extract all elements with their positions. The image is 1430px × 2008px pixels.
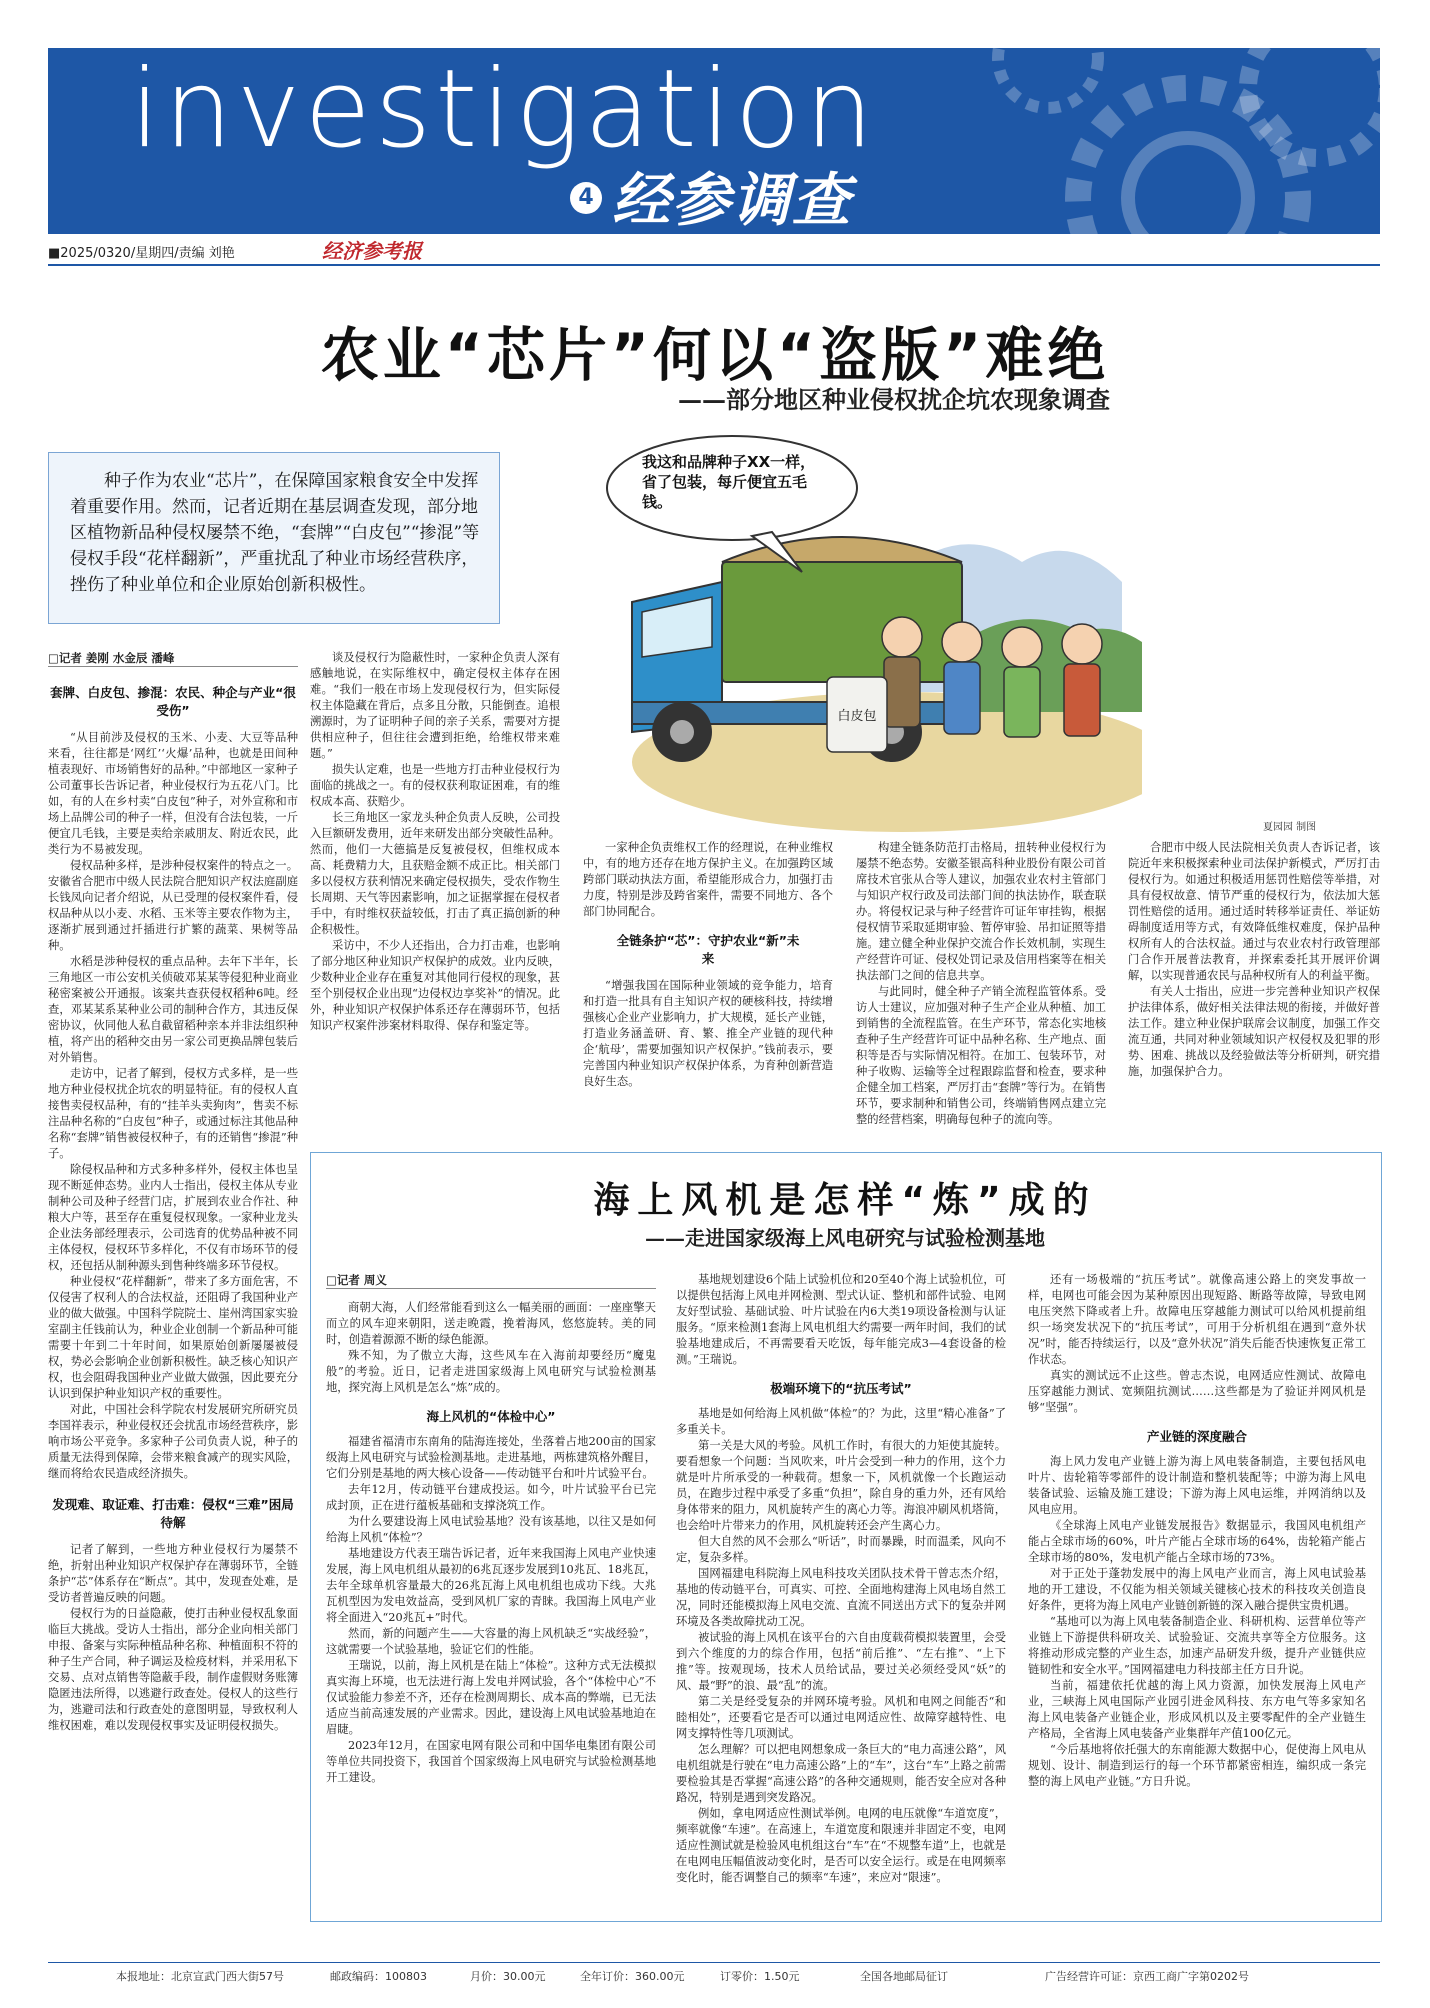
story1-lead: 种子作为农业“芯片”，在保障国家粮食安全中发挥着重要作用。然而，记者近期在基层调查发现，部分地区植物新品种侵权屡禁不绝，“套牌”“白皮包”“掺混”等侵权手段“花样翻新”，严重扰乱了种业市场经营秩序，挫伤了种业单位和企业原始创新积极性。: [70, 471, 480, 595]
footer-annual-price: 全年订价：360.00元: [580, 1970, 685, 1983]
footer-ad-license: 广告经营许可证：京西工商广字第0202号: [1045, 1970, 1249, 1983]
story1-column-2: [310, 650, 560, 1140]
paragraph: 还有一场极端的“抗压考试”。就像高速公路上的突发事故一样，电网也可能会因为某种原因出现短路、断路等故障，导致电网电压突然下降或者上升。故障电压穿越能力测试可以给风机提前组织一场突发状况下的“抗压考试”，可用于分析机组在遇到“意外状况”时，能否持续运行，以及“意外状况”消失后能否快速恢复正常工作状态。: [1028, 1273, 1366, 1366]
section-heading: 产业链的深度融合: [1146, 1429, 1247, 1444]
paragraph: 基地建设方代表王瑞告诉记者，近年来我国海上风电产业快速发展，海上风电机组从最初的6兆瓦逐步发展到10兆瓦、18兆瓦，去年全球单机容量最大的26兆瓦海上风电机组也成功下线。大兆瓦机型因为发电效益高，受到风机厂家的青睐。我国海上风电产业将全面进入“20兆瓦+”时代。: [326, 1547, 656, 1624]
paragraph: “增强我国在国际种业领域的竞争能力，培育和打造一批具有自主知识产权的硬核科技，持续增强核心企业产业影响力，扩大规模，延长产业链，打造业务涵盖研、育、繁、推全产业链的现代种企‘航母’，需要加强知识产权保护。”钱前表示，要完善国内种业知识产权保护体系，为育种创新营造良好生态。: [583, 979, 833, 1088]
paragraph: 基地是如何给海上风机做“体检”的？为此，这里“精心准备”了多重关卡。: [676, 1407, 1006, 1436]
paragraph: 被试验的海上风机在该平台的六自由度载荷模拟装置里，会受到六个维度的力的综合作用，包括“前后推”、“左右推”、“上下推”等。按观现场，技术人员给试品，要过关必须经受风“妖”的风、最“野”的浪、最“乱”的流。: [676, 1631, 1006, 1692]
paragraph: 《全球海上风电产业链发展报告》数据显示，我国风电机组产能占全球市场的60%，叶片产能占全球市场的64%，齿轮箱产能占全球市场的80%，发电机产能占全球市场的73%。: [1028, 1519, 1366, 1564]
paragraph: 真实的测试远不止这些。曾志杰说，电网适应性测试、故障电压穿越能力测试、宽频阻抗测试……这些都是为了验证并网风机是够“坚强”。: [1028, 1369, 1366, 1414]
paragraph: 为什么要建设海上风电试验基地？没有该基地，以往又是如何给海上风机“体检”？: [326, 1515, 656, 1544]
cartoon-bag-label: 白皮包: [837, 709, 877, 724]
story1-subhead: ——部分地区种业侵权扰企坑农现象调查: [678, 385, 1110, 414]
story1-byline: □记者 姜刚 水金辰 潘峰: [48, 651, 175, 665]
paragraph: “今后基地将依托强大的东南能源大数据中心，促使海上风电从规划、设计、制造到运行的每一个环节都紧密相连，编织成一条完整的海上风电产业链。”方日升说。: [1028, 1743, 1366, 1788]
paragraph: 侵权行为的日益隐蔽，使打击种业侵权乱象面临巨大挑战。受访人士指出，部分企业向相关部门申报、备案与实际种植品种名称、种植面积不符的种子生产合同，种子调运及检疫材料，并采用私下交易、点对点销售等隐蔽手段，制作虚假财务账簿隐匿违法所得，以逃避行政查处。侵权人的这些行为，逃避司法和行政查处的意图明显，导致权利人维权困难，难以发现侵权事实及证明侵权损失。: [48, 1607, 298, 1732]
story1-headline: 农业“芯片”何以“盗版”难绝: [320, 321, 1110, 389]
paragraph: 去年12月，传动链平台建成投运。如今，叶片试验平台已完成封顶，正在进行蕴板基础和支撑浇筑工作。: [326, 1483, 656, 1512]
paragraph: 例如，拿电网适应性测试举例。电网的电压就像“车道宽度”，频率就像“车速”。在高速上，车道宽度和限速并非固定不变，电网适应性测试就是检验风电机组这台“车”在“不规整车道”上，也就是在电网电压幅值波动变化时，是否可以安全运行。或是在电网频率变化时，能否调整自己的频率“车速”，来应对“限速”。: [676, 1807, 1006, 1884]
footer-retail-price: 订零价：1.50元: [720, 1970, 800, 1983]
paragraph: 与此同时，健全种子产销全流程监管体系。受访人士建议，应加强对种子生产企业从种植、加工到销售的全流程监管。在生产环节，常态化实地核查种子生产经营许可证中品种名称、生产地点、面积等是否与实际情况相符。在加工、包装环节，对种子收购、运输等全过程跟踪监督和检查，要求种企健全加工档案，严厉打击“套牌”等行为。在销售环节，要求制种和销售公司，终端销售网点建立完整的经营档案，明确每包种子的流向等。: [856, 985, 1106, 1126]
top-rule: [48, 264, 1380, 266]
paragraph: “从目前涉及侵权的玉米、小麦、大豆等品种来看，往往都是‘网红’‘火爆’品种，也就是田间种植表现好、市场销售好的品种。”中部地区一家种子公司董事长告诉记者，种业侵权行为五花八门。比如，有的人在乡村卖“白皮包”种子，对外宣称和市场上品牌公司的种子一样，但没有合法包装，一斤便宜几毛钱，主要是卖给亲戚朋友、附近农民，此类行为不易被发现。: [48, 731, 298, 856]
paragraph: 一家种企负责维权工作的经理说，在种业维权中，有的地方还存在地方保护主义。在加强跨区域跨部门联动执法方面，希望能形成合力，加强打击力度，特别是涉及跨省案件，需要不同地方、各个部门协同配合。: [583, 841, 833, 918]
cartoon-illustration: [602, 432, 1142, 832]
section-heading: 海上风机的“体检中心”: [426, 1409, 556, 1424]
footer-monthly-price: 月价：30.00元: [470, 1970, 546, 1983]
cartoon-credit: 夏园园 制图: [1263, 822, 1317, 833]
footer-postcode: 邮政编码：100803: [330, 1970, 427, 1983]
paragraph: 商朝大海，人们经常能看到这么一幅美丽的画面：一座座擎天而立的风车迎来朝阳，送走晚霞，挽着海风，悠悠旋转。美的同时，创造着源源不断的绿色能源。: [326, 1301, 656, 1346]
masthead-banner: [48, 48, 1380, 234]
paragraph: 基地规划建设6个陆上试验机位和20至40个海上试验机位，可以提供包括海上风电并网检测、型式认证、整机和部件试验、电网友好型试验、基础试验、叶片试验在内6大类19项设备检测与认证服务。“原来检测1套海上风电机组大约需要一两年时间，我们的试验基地建成后，不再需要看天吃饭，每年能完成3—4套设备的检测。”王瑞说。: [676, 1273, 1006, 1366]
paragraph: 谈及侵权行为隐蔽性时，一家种企负责人深有感触地说，在实际维权中，确定侵权主体存在困难。“我们一般在市场上发现侵权行为，但实际侵权主体隐藏在背后，点多且分散，只能倒查。追根溯源时，为了证明种子间的亲子关系，需要对方提供相应种子，但往往会遭到拒绝，给维权带来难题。”: [310, 651, 560, 760]
byline-rule: [326, 1288, 656, 1289]
paragraph: 王瑞说，以前，海上风机是在陆上“体检”。这种方式无法模拟真实海上环境，也无法进行海上发电并网试验，各个“体检中心”不仅试验能力参差不齐，还存在检测周期长、成本高的弊端，已无法适应当前高速发展的产业需求。因此，建设海上风电试验基地迫在眉睫。: [326, 1659, 656, 1736]
section-heading: 极端环境下的“抗压考试”: [770, 1381, 912, 1396]
paragraph: 损失认定难，也是一些地方打击种业侵权行为面临的挑战之一。有的侵权获利取证困难，有的维权成本高、获赔少。: [310, 763, 560, 808]
story2-column-3: [1028, 1272, 1366, 1910]
paragraph: 殊不知，为了傲立大海，这些风车在入海前却要经历“魔鬼般”的考验。近日，记者走进国家级海上风电研究与试验检测基地，探究海上风机是怎么“炼”成的。: [326, 1349, 656, 1394]
paragraph: “基地可以为海上风电装备制造企业、科研机构、运营单位等产业链上下游提供科研攻关、试验验证、交流共享等全方位服务。这将推动形成完整的产业生态，加速产品研发升级，提升产业链供应链韧性和安全水平。”国网福建电力科技部主任方日升说。: [1028, 1615, 1366, 1676]
story2-column-2: [676, 1272, 1006, 1910]
section-word: investigation: [130, 48, 878, 172]
paragraph: 福建省福清市东南角的陆海连接处，坐落着占地200亩的国家级海上风电研究与试验检测基地。走进基地，两栋建筑格外醒目，它们分别是基地的两大核心设备——传动链平台和叶片试验平台。: [326, 1435, 656, 1480]
paragraph: 海上风力发电产业链上游为海上风电装备制造，主要包括风电叶片、齿轮箱等零部件的设计制造和整机装配等；中游为海上风电装备试验、运输及施工建设；下游为海上风电运维，并网消纳以及风电应用。: [1028, 1455, 1366, 1516]
section-heading: 全链条护“芯”：守护农业“新”未来: [616, 933, 800, 966]
cartoon-speech-bubble: 我这和品牌种子XX一样，省了包装，每斤便宜五毛钱。: [642, 453, 816, 511]
paragraph: 采访中，不少人还指出，合力打击难，也影响了部分地区种业知识产权保护的成效。业内反映，少数种业企业存在重复对其他同行侵权的现象，甚至个别侵权企业出现“边侵权边享奖补”的情况。此外，种业知识产权保护体系还存在薄弱环节，包括知识产权案件涉案材料取得、保存和鉴定等。: [310, 939, 560, 1032]
footer-address: 本报地址：北京宣武门西大街57号: [116, 1970, 284, 1983]
paragraph: 走访中，记者了解到，侵权方式多样，是一些地方种业侵权扰企坑农的明显特征。有的侵权人直接售卖侵权品种，有的“挂羊头卖狗肉”，售卖不标注品种名称的“白皮包”种子，或通过标注其他品种名称“套牌”销售被侵权种子，有的还销售“掺混”种子。: [48, 1067, 298, 1160]
paragraph: 然而，新的问题产生——大容量的海上风机缺乏“实战经验”，这就需要一个试验基地，验证它们的性能。: [326, 1627, 656, 1656]
section-heading: 发现难、取证难、打击难：侵权“三难”困局待解: [52, 1497, 294, 1530]
paragraph: 但大自然的风不会那么“听话”，时而暴躁，时而温柔，风向不定，复杂多样。: [676, 1535, 1006, 1564]
section-heading: 套牌、白皮包、掺混：农民、种企与产业“很受伤”: [50, 685, 296, 718]
story1-column-1: [48, 676, 298, 1928]
paragraph: 除侵权品种和方式多种多样外，侵权主体也呈现不断延伸态势。业内人士指出，侵权主体从专业制种公司及种子经营门店，扩展到农业合作社、种粮大户等，甚至存在重复侵权现象。一家种业龙头企业法务部经理表示，公司选育的优势品种被不同主体侵权，侵权环节多样化，不仅有市场环节的侵权，还包括从制种源头到售种终端多环节侵权。: [48, 1163, 298, 1272]
story2-byline: □记者 周义: [326, 1273, 387, 1287]
story2-subhead: ——走进国家级海上风电研究与试验检测基地: [645, 1226, 1045, 1250]
paragraph: 记者了解到，一些地方种业侵权行为屡禁不绝，折射出种业知识产权保护存在薄弱环节，全链条护“芯”体系存在“断点”。其中，发现查处难，是受访者普遍反映的问题。: [48, 1543, 298, 1604]
paragraph: 长三角地区一家龙头种企负责人反映，公司投入巨额研发费用，近年来研发出部分突破性品种。然而，他们一大德搞是反复被侵权，但维权成本高、耗费精力大，且获赔金额不成正比。相关部门多以侵权方获利情况来确定侵权损失，受农作物生长周期、天气等因素影响，加之证据掌握在侵权者手中，有时维权获益较低，打击了真正搞创新的种企积极性。: [310, 811, 560, 936]
byline-rule: [48, 666, 298, 667]
paragraph: 对于正处于蓬勃发展中的海上风电产业而言，海上风电试验基地的开工建设，不仅能为相关领域关键核心技术的科技攻关创造良好条件，更将为海上风电产业链创新链的深入融合提供宝贵机遇。: [1028, 1567, 1366, 1612]
story2-column-1: [326, 1300, 656, 1910]
section-title: 经参调查: [612, 166, 853, 234]
story1-column-3: [583, 840, 833, 1140]
paragraph: 第一关是大风的考验。风机工作时，有很大的力矩使其旋转。要看想象一个问题：当风吹来，叶片会受到一种力的作用，这个力就是叶片所承受的一种载荷。想象一下，风机就像一个长跑运动员，在跑步过程中承受了多重“负担”，除自身的重力外，还有风给身体带来的阻力，风机旋转产生的离心力等。海浪冲刷风机塔筒，也会给叶片带来力的作用，风机旋转还会产生离心力。: [676, 1439, 1006, 1532]
paragraph: 构建全链条防范打击格局，扭转种业侵权行为屡禁不绝态势。安徽荃银高科种业股份有限公司首席技术官张从合等人建议，加强农业农村主管部门与知识产权行政及司法部门间的执法协作，联查联办。将侵权记录与种子经营许可证年审挂钩，根据侵权情节采取延期审验、暂停审验、吊扣证照等措施。建立健全种业保护交流合作长效机制，实现生产经营许可证、侵权处罚记录及信用档案等在相关执法部门之间的信息共享。: [856, 841, 1106, 982]
paper-logo: 经济参考报: [322, 239, 422, 263]
paragraph: 2023年12月，在国家电网有限公司和中国华电集团有限公司等单位共同投资下，我国首个国家级海上风电研究与试验检测基地开工建设。: [326, 1739, 656, 1784]
paragraph: 第二关是经受复杂的并网环境考验。风机和电网之间能否“和睦相处”，还要看它是否可以通过电网适应性、故障穿越特性、电网支撑特性等几项测试。: [676, 1695, 1006, 1740]
page-number-badge: 4: [570, 182, 602, 214]
paragraph: 有关人士指出，应进一步完善种业知识产权保护法律体系，做好相关法律法规的衔接，并做好普法工作。建立种业保护联席会议制度，加强工作交流互通，共同对种业领域知识产权侵权及犯罪的形势、困难、挑战以及经验做法等分析研判，研究措施，加强保护合力。: [1128, 985, 1380, 1078]
paragraph: 种业侵权“花样翻新”，带来了多方面危害，不仅侵害了权利人的合法权益，还阻碍了我国种业产业的做大做强。中国科学院院士、崖州湾国家实验室副主任钱前认为，种业企业创制一个新品种可能需要十年到二十年时间，如果原始创新屡屡被侵权，势必会影响企业创新积极性。缺乏核心知识产权，也会阻碍我国种业产业做大做强，因此要充分认识到保护种业知识产权的重要性。: [48, 1275, 298, 1400]
paragraph: 水稻是涉种侵权的重点品种。去年下半年，长三角地区一市公安机关侦破邓某某等侵犯种业商业秘密案被公开通报。该案共查获侵权稻种6吨。经查，邓某某系某种业公司的制种合作方，其违反保密协议，伙同他人私自截留稻种亲本并非法组织种植，将产出的稻种交由另一家公司更换品牌包装后对外销售。: [48, 955, 298, 1064]
paragraph: 合肥市中级人民法院相关负责人杏诉记者，该院近年来积极探索种业司法保护新模式，严厉打击侵权行为。如通过积极适用惩罚性赔偿等举措，对具有侵权故意、情节严重的侵权行为，依法加大惩罚性赔偿的适用。通过适时转移举证责任、举证妨碍制度适用等方式，有效降低维权难度，保护品种权所有人的合法权益。通过与农业农村行政管理部门合作开展普法教育，并探索委托其开展评价调解，以实现普通农民与品种权所有人的利益平衡。: [1128, 841, 1380, 982]
paragraph: 对此，中国社会科学院农村发展研究所研究员李国祥表示，种业侵权还会扰乱市场经营秩序，影响市场公平竞争。多家种子公司负责人说，种子的质量无法得到保障，会带来粮食减产的现实风险，继而将给农民造成经济损失。: [48, 1403, 298, 1480]
paragraph: 当前，福建依托优越的海上风力资源，加快发展海上风电产业，三峡海上风电国际产业园引进金风科技、东方电气等多家知名海上风电装备产业链企业，形成风机以及主要零配件的全产业链生产格局，全省海上风电装备产业集群年产值100亿元。: [1028, 1679, 1366, 1740]
footer-distribution: 全国各地邮局征订: [860, 1970, 948, 1983]
dateline: ■2025/0320/星期四/责编 刘艳: [48, 246, 235, 261]
story1-column-5: [1128, 840, 1380, 1140]
story1-column-4: [856, 840, 1106, 1140]
paragraph: 国网福建电科院海上风电科技攻关团队技术骨干曾志杰介绍，基地的传动链平台，可真实、可控、全面地构建海上风电场自然工况，同时还能模拟海上风电交流、直流不同送出方式下的复杂并网环境及各类故障扰动工况。: [676, 1567, 1006, 1628]
paragraph: 怎么理解？可以把电网想象成一条巨大的“电力高速公路”，风电机组就是行驶在“电力高速公路”上的“车”，这台“车”上路之前需要检验其是否掌握“高速公路”的各种交通规则，能否安全应对各种路况，特别是遇到突发路况。: [676, 1743, 1006, 1804]
paragraph: 侵权品种多样，是涉种侵权案件的特点之一。安徽省合肥市中级人民法院合肥知识产权法庭副庭长钱凤向记者介绍说，从已受理的侵权案件看，侵权品种从以小麦、水稻、玉米等主要农作物为主，逐渐扩展到通过扦插进行扩繁的蔬菜、果树等品种。: [48, 859, 298, 952]
story2-headline: 海上风机是怎样“炼”成的: [593, 1180, 1097, 1221]
